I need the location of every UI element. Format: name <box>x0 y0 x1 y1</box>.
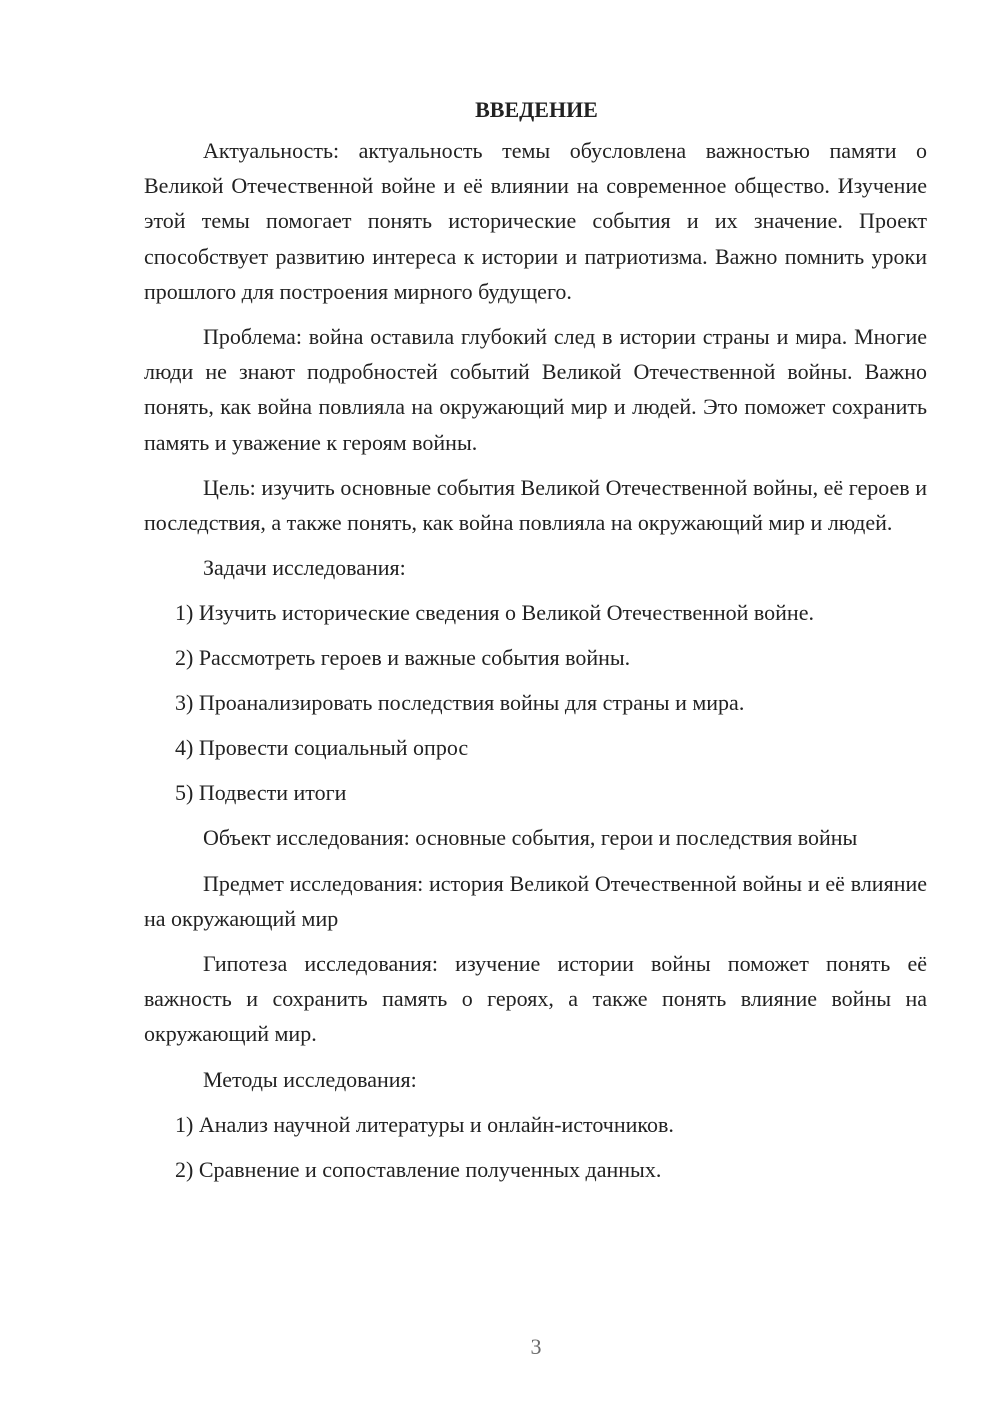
tasks-heading: Задачи исследования: <box>203 555 406 581</box>
methods-heading: Методы исследования: <box>203 1066 417 1092</box>
task-item: 1) Изучить исторические сведения о Великой Отечественной войне. <box>175 600 814 626</box>
section-title: ВВЕДЕНИЕ <box>475 97 598 122</box>
problem-paragraph: Проблема: война оставила глубокий след в истории страны и мира. Многие люди не знают подробностей событий Великой Отечественной войны. Важно понять, как война повлияла на окружающий мир и людей. Это поможет сохранить память и уважение к героям войны. <box>144 324 927 455</box>
subject-paragraph: Предмет исследования: история Великой Отечественной войны и её влияние на окружающий мир <box>144 870 927 931</box>
page-number: 3 <box>530 1334 542 1359</box>
method-item: 2) Сравнение и сопоставление полученных данных. <box>175 1156 662 1182</box>
task-item: 2) Рассмотреть героев и важные события войны. <box>175 645 631 671</box>
method-item: 1) Анализ научной литературы и онлайн-источников. <box>175 1111 674 1137</box>
task-item: 4) Провести социальный опрос <box>175 735 469 761</box>
task-item: 5) Подвести итоги <box>175 780 347 806</box>
goal-paragraph: Цель: изучить основные события Великой Отечественной войны, её героев и последствия, а также понять, как война повлияла на окружающий мир и людей. <box>144 474 927 536</box>
relevance-paragraph: Актуальность: актуальность темы обусловлена важностью памяти о Великой Отечественной войне и её влиянии на современное общество. Изучение этой темы помогает понять исторические события и их значение. Проект способствует развитию интереса к истории и патриотизма. Важно помнить уроки прошлого для построения мирного будущего. <box>144 138 927 304</box>
hypothesis-paragraph: Гипотеза исследования: изучение истории войны поможет понять её важность и сохранить память о героях, а также понять влияние войны на окружающий мир. <box>144 951 927 1047</box>
task-item: 3) Проанализировать последствия войны для страны и мира. <box>175 690 745 716</box>
page-content <box>144 92 927 1197</box>
object-paragraph: Объект исследования: основные события, герои и последствия войны <box>203 825 858 851</box>
